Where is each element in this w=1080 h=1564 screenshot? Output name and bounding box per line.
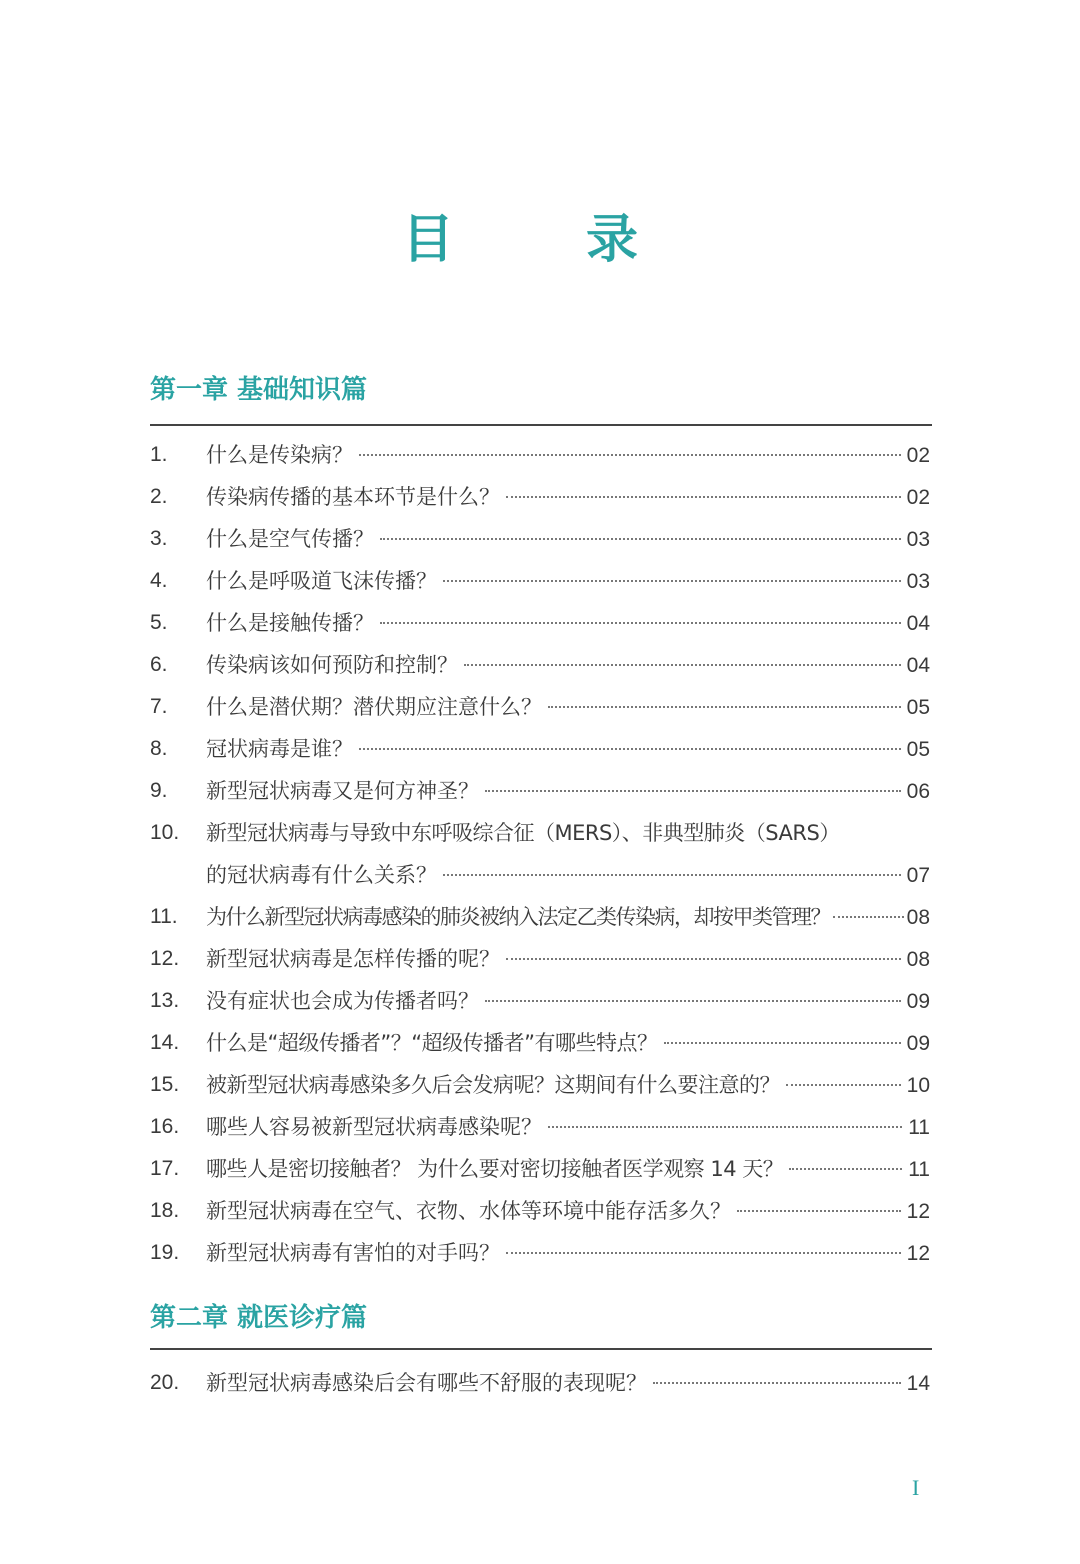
entry-title: 哪些人容易被新型冠状病毒感染呢？ (206, 1115, 542, 1139)
toc-entry[interactable] (150, 434, 930, 476)
entry-number: 6. (150, 653, 168, 676)
entry-page: 05 (906, 738, 930, 761)
chapter-2-heading: 第二章 就医诊疗篇 (150, 1303, 368, 1333)
page-folio: I (912, 1475, 920, 1500)
entry-title: 新型冠状病毒又是何方神圣？ (206, 779, 479, 803)
page-title: 目 录 (401, 209, 678, 270)
entry-title: 新型冠状病毒有害怕的对手吗？ (206, 1241, 500, 1265)
toc-entry[interactable] (150, 980, 930, 1022)
dot-leader (506, 958, 901, 960)
dot-leader (786, 1084, 901, 1086)
entry-number: 10. (150, 821, 180, 844)
toc-entry[interactable] (150, 1106, 930, 1148)
entry-number: 9. (150, 779, 168, 802)
entry-number: 11. (150, 905, 178, 928)
entry-number: 4. (150, 569, 168, 592)
toc-entry[interactable] (150, 896, 930, 938)
entry-title: 冠状病毒是谁？ (206, 737, 353, 761)
toc-entry[interactable] (150, 1064, 930, 1106)
dot-leader (737, 1210, 901, 1212)
entry-page: 12 (906, 1200, 930, 1223)
entry-page: 11 (908, 1158, 930, 1181)
entry-title: 传染病该如何预防和控制？ (206, 653, 458, 677)
entry-page: 03 (906, 528, 930, 551)
entry-page: 09 (906, 990, 930, 1013)
entry-page: 02 (906, 486, 930, 509)
toc-entry[interactable] (150, 686, 930, 728)
dot-leader (464, 664, 901, 666)
entry-page: 08 (906, 948, 930, 971)
entry-title: 新型冠状病毒感染后会有哪些不舒服的表现呢？ (206, 1371, 647, 1395)
chapter-1-heading: 第一章 基础知识篇 (150, 375, 368, 405)
entry-number: 18. (150, 1199, 180, 1222)
dot-leader (485, 1000, 901, 1002)
toc-entry[interactable] (150, 476, 930, 518)
dot-leader (506, 496, 901, 498)
entry-number: 17. (150, 1157, 180, 1180)
entry-number: 1. (150, 443, 168, 466)
entry-number: 13. (150, 989, 180, 1012)
entry-title: 没有症状也会成为传播者吗？ (206, 989, 479, 1013)
toc-entry[interactable] (150, 644, 930, 686)
dot-leader (789, 1168, 902, 1170)
dot-leader (833, 916, 904, 918)
entry-title: 什么是接触传播？ (206, 611, 374, 635)
dot-leader (548, 1126, 902, 1128)
dot-leader (548, 706, 901, 708)
entry-number: 5. (150, 611, 168, 634)
entry-number: 19. (150, 1241, 180, 1264)
dot-leader (443, 874, 901, 876)
entry-page: 03 (906, 570, 930, 593)
toc-entry[interactable] (150, 770, 930, 812)
toc-entry[interactable] (150, 1232, 930, 1274)
entry-number: 15. (150, 1073, 180, 1096)
toc-entry[interactable] (150, 728, 930, 770)
toc-entry[interactable] (150, 1362, 930, 1404)
dot-leader (485, 790, 901, 792)
dot-leader (506, 1252, 901, 1254)
toc-entry[interactable] (150, 938, 930, 980)
entry-title: 新型冠状病毒在空气、衣物、水体等环境中能存活多久？ (206, 1199, 731, 1223)
entry-page: 12 (906, 1242, 930, 1265)
entry-page: 09 (906, 1032, 930, 1055)
toc-entry[interactable] (150, 1148, 930, 1190)
chapter-1-rule (150, 424, 932, 426)
toc-entry[interactable] (150, 1022, 930, 1064)
entry-page: 04 (906, 612, 930, 635)
dot-leader (653, 1382, 901, 1384)
toc-entry[interactable] (150, 602, 930, 644)
dot-leader (380, 538, 901, 540)
entry-title: 被新型冠状病毒感染多久后会发病呢？这期间有什么要注意的？ (206, 1073, 780, 1097)
entry-title: 什么是潜伏期？潜伏期应注意什么？ (206, 695, 542, 719)
entry-page: 07 (906, 864, 930, 887)
entry-number: 2. (150, 485, 168, 508)
toc-entry[interactable] (150, 812, 930, 854)
dot-leader (443, 580, 901, 582)
entry-number: 16. (150, 1115, 180, 1138)
entry-page: 02 (906, 444, 930, 467)
entry-page: 04 (906, 654, 930, 677)
dot-leader (380, 622, 901, 624)
entry-page: 08 (906, 906, 930, 929)
entry-number: 12. (150, 947, 180, 970)
entry-page: 14 (906, 1372, 930, 1395)
entry-title: 什么是传染病？ (206, 443, 353, 467)
entry-title: 什么是“超级传播者”？“超级传播者”有哪些特点？ (206, 1031, 658, 1055)
dot-leader (664, 1042, 901, 1044)
toc-entry[interactable] (150, 560, 930, 602)
entry-title: 新型冠状病毒与导致中东呼吸综合征（MERS）、非典型肺炎（SARS） (206, 821, 840, 845)
entry-page: 05 (906, 696, 930, 719)
dot-leader (359, 454, 901, 456)
chapter-2-rule (150, 1348, 932, 1350)
entry-number: 7. (150, 695, 168, 718)
toc-entry-continuation[interactable] (150, 854, 930, 896)
entry-number: 3. (150, 527, 168, 550)
entry-title: 传染病传播的基本环节是什么？ (206, 485, 500, 509)
dot-leader (359, 748, 901, 750)
entry-number: 14. (150, 1031, 180, 1054)
entry-title: 什么是空气传播？ (206, 527, 374, 551)
entry-page: 11 (908, 1116, 930, 1139)
toc-entry[interactable] (150, 518, 930, 560)
toc-entry[interactable] (150, 1190, 930, 1232)
entry-page: 10 (906, 1074, 930, 1097)
entry-title: 为什么新型冠状病毒感染的肺炎被纳入法定乙类传染病，却按甲类管理？ (206, 905, 830, 929)
entry-title-continued: 的冠状病毒有什么关系？ (206, 863, 437, 887)
entry-number: 20. (150, 1371, 180, 1394)
entry-title: 新型冠状病毒是怎样传播的呢？ (206, 947, 500, 971)
entry-title: 哪些人是密切接触者？ 为什么要对密切接触者医学观察 14 天？ (206, 1157, 784, 1181)
entry-title: 什么是呼吸道飞沫传播？ (206, 569, 437, 593)
entry-number: 8. (150, 737, 168, 760)
entry-page: 06 (906, 780, 930, 803)
